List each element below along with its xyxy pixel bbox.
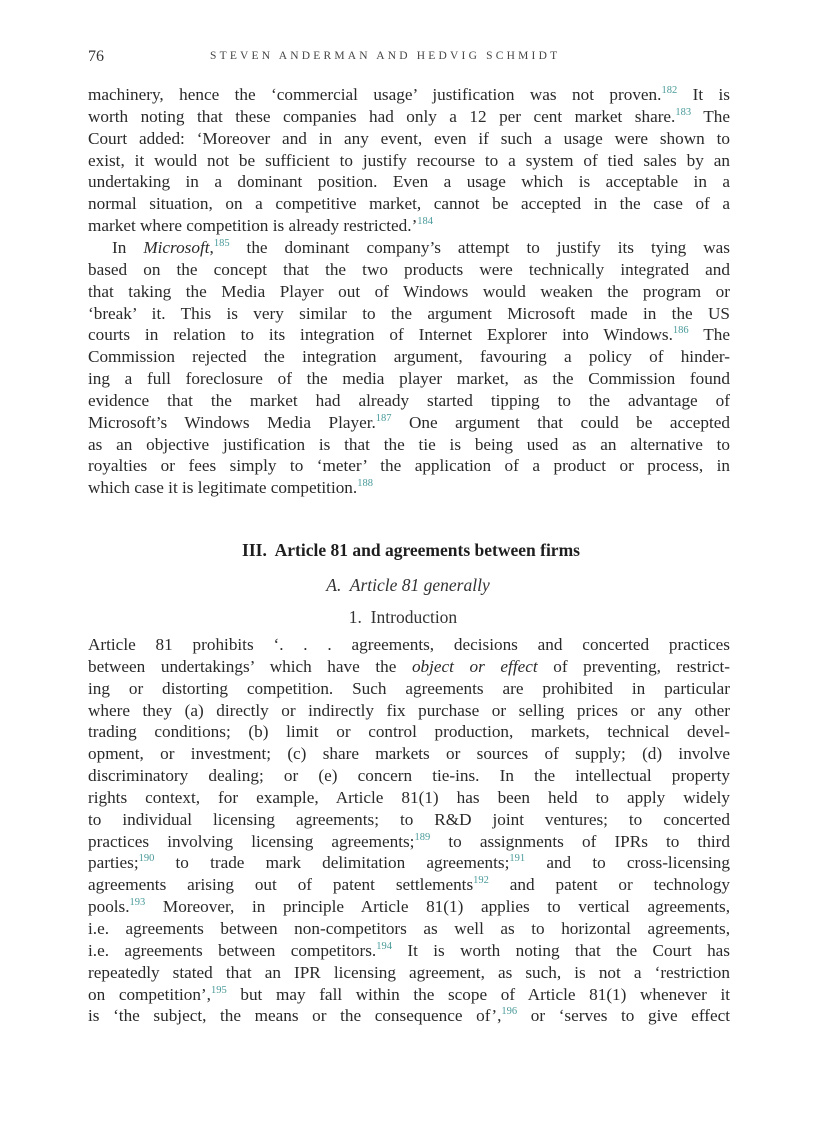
footnote-ref-194[interactable]: 194 (376, 940, 392, 952)
text-line: royalties or fees simply to ‘meter’ the application of a product or process, in (88, 456, 730, 476)
text-line: ing a full foreclosure of the media player market, as the Commission found (88, 369, 730, 389)
footnote-ref-186[interactable]: 186 (672, 325, 689, 337)
text-line: opment, or investment; (c) share markets or sources of supply; (d) involve (88, 744, 730, 764)
paragraph-1 (88, 84, 730, 237)
text-line: practices involving licensing agreements;$^{189}$ to assignments of IPRs to third (88, 831, 730, 851)
subsection-heading: A. Article 81 generally (326, 575, 490, 595)
text-line: based on the concept that the two products were technically integrated and (88, 259, 730, 279)
footnote-ref-185[interactable]: 185 (213, 238, 230, 249)
footnote-ref-188[interactable]: 188 (357, 478, 373, 490)
paragraph-3 (88, 634, 730, 1027)
footnote-ref-193[interactable]: 193 (129, 897, 146, 909)
text-line: normal situation, on a competitive market, cannot be accepted in the case of a (88, 194, 730, 214)
case-name-italic: Microsoft (143, 238, 210, 257)
text-line: i.e. agreements between non-competitors as well as to horizontal agreements, (88, 918, 730, 938)
text-line: courts in relation to its integration of Internet Explorer into Windows.$^{186}$ The (88, 325, 730, 345)
text-line: between undertakings’ which have the object or effect of preventing, restrict- (88, 656, 730, 676)
text-line: Article 81 prohibits ‘. . . agreements, decisions and concerted practices (88, 635, 730, 654)
text-line: pools.$^{193}$ Moreover, in principle Article 81(1) applies to vertical agreements, (88, 897, 730, 917)
running-header (88, 48, 730, 68)
footnote-ref-190[interactable]: 190 (138, 853, 155, 865)
text-line: rights context, for example, Article 81(1) has been held to apply widely (88, 787, 730, 807)
footnote-ref-191[interactable]: 191 (509, 853, 526, 865)
text-line: agreements arising out of patent settlements$^{192}$ and patent or technology (88, 875, 731, 895)
text-line: exist, it would not be sufficient to justify recourse to a system of tied sales by an (88, 150, 730, 170)
text-line: which case it is legitimate competition.$^{188}$ (88, 478, 373, 498)
text-line: is ‘the subject, the means or the consequence of’,$^{196}$ or ‘serves to give effect (88, 1006, 730, 1026)
text-line: as an objective justification is that the tie is being used as an alternative to (88, 434, 730, 454)
text-line: to individual licensing agreements; to R&D joint ventures; to concerted (88, 809, 730, 829)
footnote-ref-196[interactable]: 196 (501, 1006, 518, 1018)
text-line: trading conditions; (b) limit or control production, markets, technical devel- (88, 722, 730, 742)
text-line: that taking the Media Player out of Windows would weaken the program or (88, 281, 730, 301)
text-line: machinery, hence the ‘commercial usage’ justification was not proven.$^{182}$ It is (88, 85, 731, 104)
footnote-ref-187[interactable]: 187 (375, 412, 392, 424)
text-line: market where competition is already restricted.’$^{184}$ (88, 216, 434, 236)
text-line: parties;$^{190}$ to trade mark delimitation agreements;$^{191}$ and to cross-licensing (88, 853, 730, 873)
section-heading: III. Article 81 and agreements between firms (242, 540, 580, 560)
text-line: where they (a) directly or indirectly fix purchase or selling prices or any other (88, 700, 730, 720)
footnote-ref-183[interactable]: 183 (675, 106, 692, 118)
text-line: on competition’,$^{195}$ but may fall within the scope of Article 81(1) whenever it (88, 984, 731, 1004)
footnote-ref-184[interactable]: 184 (417, 216, 434, 228)
text-line: i.e. agreements between competitors.$^{194}$ It is worth noting that the Court has (88, 940, 730, 960)
running-title: STEVEN ANDERMAN AND HEDVIG SCHMIDT (210, 50, 561, 62)
text-line: evidence that the market had already started tipping to the advantage of (88, 390, 730, 410)
footnote-ref-182[interactable]: 182 (661, 85, 678, 96)
text-line: repeatedly stated that an IPR licensing agreement, as such, is not a ‘restriction (88, 962, 730, 982)
text-line: Microsoft’s Windows Media Player.$^{187}$ One argument that could be accepted (88, 412, 730, 432)
text-line: Court added: ‘Moreover and in any event, even if such a usage were shown to (88, 128, 730, 148)
subsubsection-heading: 1. Introduction (348, 607, 458, 627)
paragraph-2 (88, 237, 730, 499)
text-line: In Microsoft,$^{185}$ the dominant company’s attempt to justify its tying was (112, 238, 730, 257)
footnote-ref-192[interactable]: 192 (473, 875, 489, 887)
text-line: ing or distorting competition. Such agreements are prohibited in particular (88, 678, 730, 698)
text-line: undertaking in a dominant position. Even a usage which is acceptable in a (88, 172, 730, 192)
text-line: worth noting that these companies had only a 12 per cent market share.$^{183}$ The (88, 106, 730, 126)
footnote-ref-195[interactable]: 195 (210, 984, 227, 996)
emphasis-italic: object or effect (411, 656, 538, 676)
footnote-ref-189[interactable]: 189 (414, 831, 431, 843)
text-line: Commission rejected the integration argument, favouring a policy of hinder- (88, 347, 730, 367)
text-line: ‘break’ it. This is very similar to the argument Microsoft made in the US (88, 303, 730, 323)
text-line: discriminatory dealing; or (e) concern tie-ins. In the intellectual property (88, 766, 730, 786)
page-number: 76 (88, 48, 104, 65)
